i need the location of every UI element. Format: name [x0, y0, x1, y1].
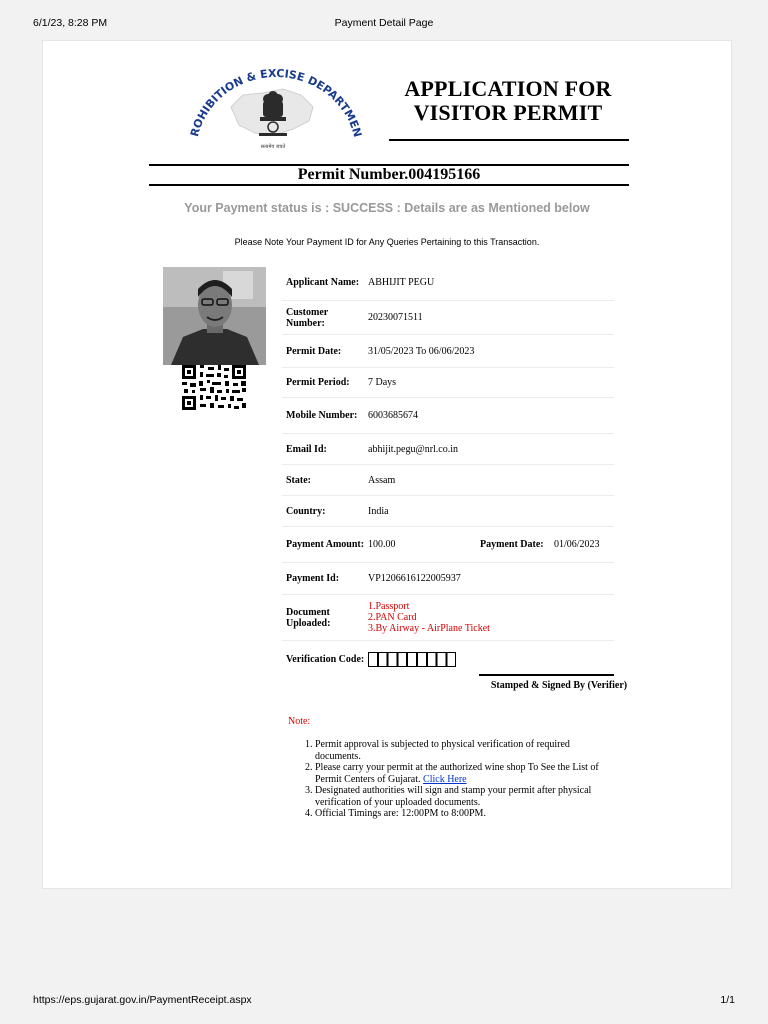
label-permit-date: Permit Date: — [286, 345, 342, 357]
row-mobile-number — [282, 398, 614, 434]
value-payment-id: VP1206616122005937 — [368, 573, 461, 584]
document-item: 3.By Airway - AirPlane Ticket — [368, 623, 490, 634]
payment-status: Your Payment status is : SUCCESS : Details are as Mentioned below — [184, 201, 590, 215]
label-payment-id: Payment Id: — [286, 573, 340, 584]
row-payment-id — [282, 563, 614, 595]
label-verification-code: Verification Code: — [286, 653, 365, 665]
value-applicant-name: ABHIJIT PEGU — [368, 277, 435, 288]
payment-id-note: Please Note Your Payment ID for Any Queries Pertaining to this Transaction. — [234, 237, 540, 247]
value-customer-number: 20230071511 — [368, 312, 423, 323]
logo-motto: सत्यमेव जयते — [260, 144, 286, 150]
row-permit-period — [282, 368, 614, 398]
label-country: Country: — [286, 505, 326, 517]
note-item: 4. Official Timings are: 12:00PM to 8:00PM. — [315, 808, 615, 820]
department-logo — [183, 55, 363, 155]
row-state — [282, 465, 614, 496]
label-mobile-number: Mobile Number: — [286, 410, 358, 421]
logo-arc-text: ROHIBITION & EXCISE DEPARTMEN — [187, 66, 363, 139]
value-payment-date: 01/06/2023 — [554, 539, 600, 550]
label-permit-period: Permit Period: — [286, 377, 350, 388]
row-payment — [282, 527, 614, 563]
title-underline — [389, 139, 629, 141]
row-applicant-name — [282, 265, 614, 301]
note-item: 3. Designated authorities will sign and stamp your permit after physical verification of your uploaded documents. — [315, 785, 615, 808]
row-customer-number — [282, 301, 614, 335]
value-permit-period: 7 Days — [368, 377, 397, 388]
value-state: Assam — [368, 474, 396, 486]
row-permit-date — [282, 335, 614, 368]
applicant-details-table — [282, 265, 614, 677]
permit-number: Permit Number.004195166 — [149, 164, 629, 186]
value-payment-amount: 100.00 — [368, 539, 396, 550]
application-title: APPLICATION FOR VISITOR PERMIT — [404, 76, 612, 125]
note-item: 1. Permit approval is subjected to physical verification of required documents. — [315, 739, 615, 762]
signature-line — [479, 674, 614, 676]
value-documents — [368, 601, 614, 634]
print-url: https://eps.gujarat.gov.in/PaymentReceipt.aspx — [33, 994, 252, 1006]
receipt-sheet — [42, 40, 732, 889]
label-applicant-name: Applicant Name: — [286, 277, 360, 288]
label-documents: Document Uploaded: — [286, 606, 331, 629]
label-payment-date: Payment Date: — [480, 539, 544, 550]
print-date: 6/1/23, 8:28 PM — [33, 17, 108, 29]
row-documents — [282, 595, 614, 641]
value-mobile-number: 6003685674 — [368, 410, 418, 421]
value-email: abhijit.pegu@nrl.co.in — [368, 443, 459, 455]
print-footer — [33, 994, 735, 1008]
verification-code-boxes — [368, 652, 456, 667]
row-country — [282, 496, 614, 527]
row-email — [282, 434, 614, 465]
document-item: 1.Passport — [368, 601, 410, 612]
emblem-icon — [183, 55, 363, 155]
label-payment-amount: Payment Amount: — [286, 539, 365, 550]
row-verification-code — [282, 641, 614, 677]
notes-title: Note: — [288, 716, 311, 727]
label-state: State: — [286, 474, 311, 486]
applicant-photo — [163, 267, 266, 365]
label-customer-number: Customer Number: — [286, 306, 329, 329]
note-item: 2. Please carry your permit at the authorized wine shop To See the List of Permit Centers of Gujarat. Click Here — [315, 762, 615, 785]
print-page-title: Payment Detail Page — [334, 17, 434, 29]
document-item: 2.PAN Card — [368, 612, 417, 623]
value-permit-date: 31/05/2023 To 06/06/2023 — [368, 345, 475, 357]
qr-code — [182, 365, 246, 410]
value-country: India — [368, 505, 389, 517]
print-header — [33, 17, 735, 31]
label-email: Email Id: — [286, 443, 327, 455]
permit-centers-link[interactable]: Click Here — [423, 773, 467, 785]
signature-label: Stamped & Signed By (Verifier) — [490, 680, 628, 691]
page-count: 1/1 — [720, 994, 735, 1006]
notes-list — [315, 739, 615, 820]
